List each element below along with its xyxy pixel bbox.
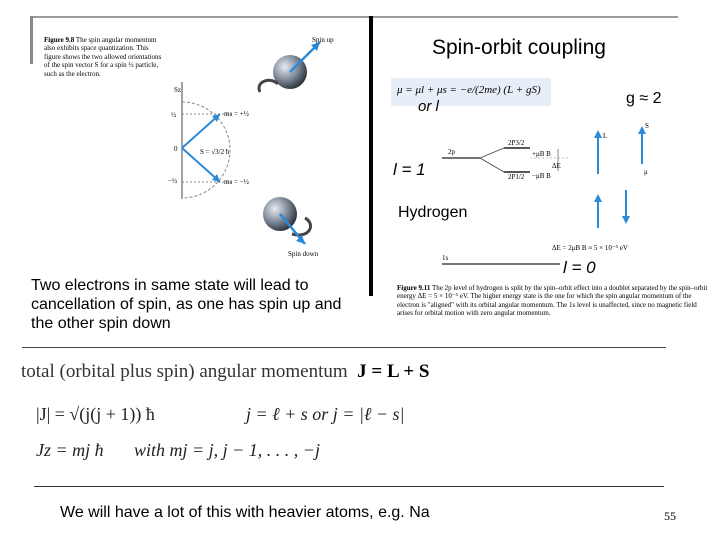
- bottom-divider: [34, 486, 664, 487]
- figure-9-11-text: The 2p level of hydrogen is split by the spin–orbit effect into a doublet separated by the spin–orbit energy ΔE = 5 × 10⁻⁵ eV. The higher energy state is the one for which the spin angular momentum of the electron is "aligned" with its orbital angular momentum. The 1s level is unaffected, since no magnetic field arises for orbital motion with zero angular momentum.: [397, 284, 708, 318]
- mu-b-minus-label: −μB B: [532, 172, 551, 180]
- spin-up-label: Spin up: [312, 36, 334, 44]
- p12-label: 2P1/2: [508, 173, 525, 181]
- jz-equation: Jz = mj ħ: [36, 440, 104, 460]
- mu-label: μ: [644, 168, 648, 176]
- slide-title: Spin-orbit coupling: [432, 36, 606, 59]
- mj-values-equation: with mj = j, j − 1, . . . , −j: [134, 440, 320, 460]
- l-zero-label: l = 0: [563, 258, 596, 277]
- ms-up-label: ms = +½: [224, 110, 249, 118]
- level-1s-label: 1s: [442, 254, 449, 262]
- tick-half-up: ½: [171, 111, 177, 119]
- delta-e-equation: ΔE = 2μB B ≈ 5 × 10⁻⁵ eV: [552, 244, 628, 252]
- sz-axis-label: Sz: [174, 86, 181, 94]
- spin-vector-up: [182, 114, 220, 148]
- conclusion-text: We will have a lot of this with heavier atoms, e.g. Na: [60, 504, 430, 521]
- spin-down-label: Spin down: [288, 250, 319, 258]
- tick-half-down: −½: [168, 177, 178, 185]
- figure-9-8-text: The spin angular momentum also exhibits space quantization. This figure shows the two allowed orientations of the spin vector S for a spin ½ particle, such as the electron.: [44, 36, 162, 78]
- or-l-label: or l: [418, 98, 439, 115]
- magnetic-moment-equation-box: [391, 78, 551, 106]
- spin-orientation-diagram: [160, 34, 365, 259]
- tick-zero: 0: [174, 145, 178, 153]
- center-divider: [369, 16, 373, 296]
- L-label: L: [603, 132, 608, 140]
- S-label: S: [645, 122, 649, 130]
- total-angular-momentum-row: [21, 361, 430, 383]
- figure-9-8-label: Figure 9.8: [44, 36, 75, 44]
- electron-spin-up: [259, 42, 320, 92]
- magnetic-moment-equation: μ = μl + μs = −e/(2me) (L + gS): [397, 84, 541, 96]
- j-values-equation: j = ℓ + s or j = |ℓ − s|: [246, 404, 405, 424]
- mu-b-plus-label: +μB B: [532, 150, 551, 158]
- spin-arrow-up-icon: [259, 80, 278, 92]
- hydrogen-label: Hydrogen: [398, 204, 468, 221]
- g-factor-label: g ≈ 2: [626, 90, 662, 107]
- delta-e-label: ΔE: [552, 162, 561, 170]
- electron-spin-down: [263, 197, 311, 244]
- total-angular-momentum-text: total (orbital plus spin) angular momentum: [21, 361, 348, 382]
- level-2p-label: 2p: [448, 148, 455, 156]
- hydrogen-level-diagram: [430, 116, 670, 276]
- p32-label: 2P3/2: [508, 139, 525, 147]
- middle-divider: [22, 347, 666, 348]
- figure-9-11-label: Figure 9.11: [397, 284, 431, 292]
- magnitude-equation: |J| = √(j(j + 1)) ħ: [36, 404, 155, 424]
- ms-down-label: ms = −½: [224, 178, 249, 186]
- left-accent-bar: [30, 16, 33, 64]
- figure-9-11-caption: [397, 284, 709, 318]
- figure-9-8-caption: [44, 36, 164, 78]
- l-one-label: l = 1: [393, 160, 426, 179]
- top-divider: [30, 16, 678, 18]
- s-magnitude-label: S = √3/2 ħ: [200, 148, 230, 156]
- total-angular-momentum-equation: J = L + S: [357, 361, 430, 382]
- two-electrons-note: Two electrons in same state will lead to cancellation of spin, as one has spin up and the other spin down: [31, 277, 342, 332]
- page-number: 55: [664, 509, 676, 523]
